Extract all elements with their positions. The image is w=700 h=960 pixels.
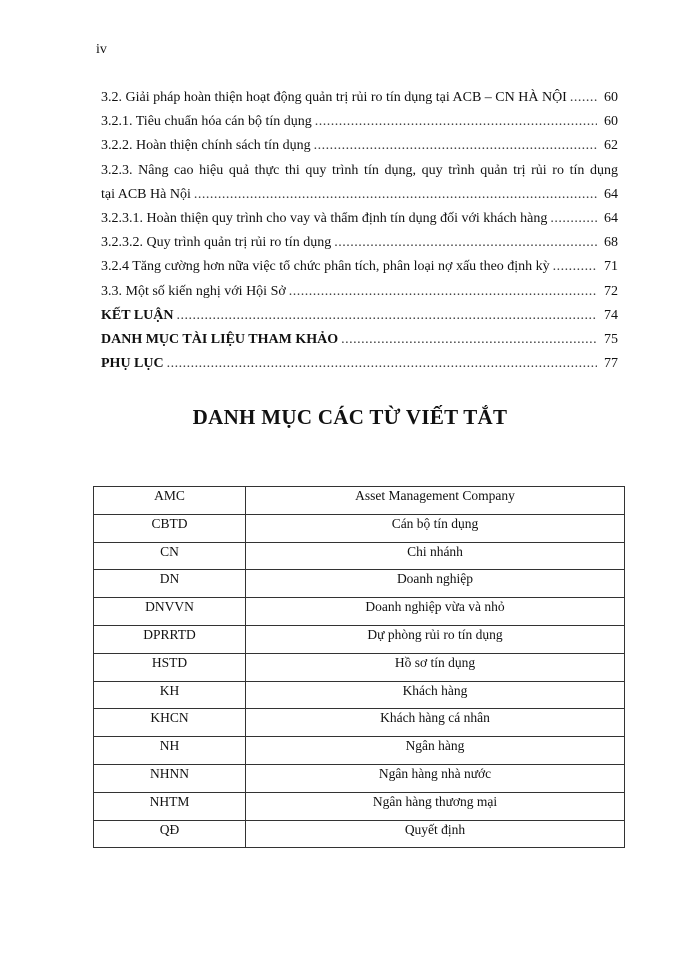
toc-entry-appendix[interactable] bbox=[101, 352, 618, 376]
toc-leader-dots bbox=[315, 110, 597, 134]
abbr-cell: QĐ bbox=[94, 820, 246, 848]
meaning-cell: Ngân hàng nhà nước bbox=[246, 764, 625, 792]
toc-entry[interactable] bbox=[101, 255, 618, 279]
abbr-cell: DN bbox=[94, 570, 246, 598]
toc-entry-page: 60 bbox=[604, 90, 618, 105]
meaning-cell: Asset Management Company bbox=[246, 487, 625, 515]
toc-entry-title-line1: 3.2.3. Nâng cao hiệu quả thực thi quy trình tín dụng, quy trình quản trị rủi ro tín dụng bbox=[101, 162, 618, 178]
toc-entry-title: tại ACB Hà Nội bbox=[101, 186, 191, 202]
abbr-cell: CBTD bbox=[94, 514, 246, 542]
toc-leader-dots bbox=[334, 231, 597, 255]
toc-entry-page: 75 bbox=[604, 332, 618, 348]
toc-entry-title: 3.2.1. Tiêu chuẩn hóa cán bộ tín dụng bbox=[101, 114, 312, 130]
meaning-cell: Ngân hàng thương mại bbox=[246, 792, 625, 820]
table-row bbox=[94, 764, 625, 792]
abbr-cell: KHCN bbox=[94, 709, 246, 737]
toc-entry[interactable] bbox=[101, 110, 618, 134]
abbr-cell: NHNN bbox=[94, 764, 246, 792]
abbr-cell: AMC bbox=[94, 487, 246, 515]
table-row bbox=[94, 570, 625, 598]
toc-entry-conclusion[interactable] bbox=[101, 304, 618, 328]
toc-entry-page: 64 bbox=[604, 211, 618, 227]
table-row bbox=[94, 598, 625, 626]
meaning-cell: Quyết định bbox=[246, 820, 625, 848]
table-row bbox=[94, 820, 625, 848]
toc-entry-references[interactable] bbox=[101, 328, 618, 352]
abbr-cell: DNVVN bbox=[94, 598, 246, 626]
meaning-cell: Doanh nghiệp vừa và nhỏ bbox=[246, 598, 625, 626]
meaning-cell: Ngân hàng bbox=[246, 737, 625, 765]
table-row bbox=[94, 487, 625, 515]
toc-leader-dots bbox=[550, 207, 597, 231]
toc-entry[interactable] bbox=[101, 207, 618, 231]
toc-leader-dots bbox=[553, 255, 597, 279]
toc-entry-title: DANH MỤC TÀI LIỆU THAM KHẢO bbox=[101, 332, 339, 348]
meaning-cell: Chi nhánh bbox=[246, 542, 625, 570]
toc-entry-title: 3.2.3.2. Quy trình quản trị rủi ro tín dụng bbox=[101, 235, 332, 251]
toc-leader-dots bbox=[176, 304, 597, 328]
table-row bbox=[94, 653, 625, 681]
abbr-cell: DPRRTD bbox=[94, 625, 246, 653]
abbr-cell: KH bbox=[94, 681, 246, 709]
toc-entry-page: 64 bbox=[604, 186, 618, 202]
toc-leader-dots bbox=[570, 86, 597, 110]
table-row bbox=[94, 625, 625, 653]
toc-entry[interactable] bbox=[101, 134, 618, 158]
toc-entry-title: KẾT LUẬN bbox=[101, 307, 174, 323]
toc-leader-dots bbox=[289, 280, 597, 304]
toc-entry-title: 3.2.3.1. Hoàn thiện quy trình cho vay và thẩm định tín dụng đối với khách hàng bbox=[101, 211, 548, 227]
toc-entry-page: 71 bbox=[604, 259, 618, 275]
table-row bbox=[94, 542, 625, 570]
toc-entry-title: 3.2. Giải pháp hoàn thiện hoạt động quản trị rủi ro tín dụng tại ACB – CN HÀ NỘI bbox=[101, 90, 567, 105]
toc-leader-dots bbox=[167, 352, 597, 376]
abbr-cell: NHTM bbox=[94, 792, 246, 820]
abbreviations-heading: DANH MỤC CÁC TỪ VIẾT TẮT bbox=[192, 405, 508, 429]
toc-entry-title: PHỤ LỤC bbox=[101, 356, 164, 372]
meaning-cell: Hồ sơ tín dụng bbox=[246, 653, 625, 681]
toc-entry-title: 3.2.4 Tăng cường hơn nữa việc tổ chức phân tích, phân loại nợ xấu theo định kỳ bbox=[101, 259, 550, 275]
table-row bbox=[94, 709, 625, 737]
toc-entry-title: 3.3. Một số kiến nghị với Hội Sở bbox=[101, 283, 286, 299]
toc-entry-page: 77 bbox=[604, 356, 618, 372]
abbreviations-table bbox=[93, 486, 625, 848]
toc-entry-page: 62 bbox=[604, 138, 618, 154]
toc-entry[interactable] bbox=[101, 231, 618, 255]
table-row bbox=[94, 737, 625, 765]
meaning-cell: Doanh nghiệp bbox=[246, 570, 625, 598]
toc-entry-multiline[interactable] bbox=[101, 159, 618, 207]
abbr-cell: HSTD bbox=[94, 653, 246, 681]
toc-leader-dots bbox=[314, 134, 597, 158]
toc-entry-page: 60 bbox=[604, 114, 618, 130]
meaning-cell: Dự phòng rủi ro tín dụng bbox=[246, 625, 625, 653]
table-row bbox=[94, 514, 625, 542]
toc-entry-page: 74 bbox=[604, 307, 618, 323]
meaning-cell: Khách hàng cá nhân bbox=[246, 709, 625, 737]
toc-entry-page: 68 bbox=[604, 235, 618, 251]
table-row bbox=[94, 792, 625, 820]
abbr-cell: CN bbox=[94, 542, 246, 570]
meaning-cell: Cán bộ tín dụng bbox=[246, 514, 625, 542]
toc-leader-dots bbox=[194, 183, 597, 207]
page-number: iv bbox=[96, 42, 107, 57]
toc-leader-dots bbox=[341, 328, 597, 352]
toc-entry[interactable] bbox=[101, 86, 618, 110]
table-row bbox=[94, 681, 625, 709]
abbr-cell: NH bbox=[94, 737, 246, 765]
toc-entry-title: 3.2.2. Hoàn thiện chính sách tín dụng bbox=[101, 138, 311, 154]
toc-entry[interactable] bbox=[101, 280, 618, 304]
meaning-cell: Khách hàng bbox=[246, 681, 625, 709]
table-of-contents bbox=[101, 86, 618, 376]
toc-entry-page: 72 bbox=[604, 283, 618, 299]
